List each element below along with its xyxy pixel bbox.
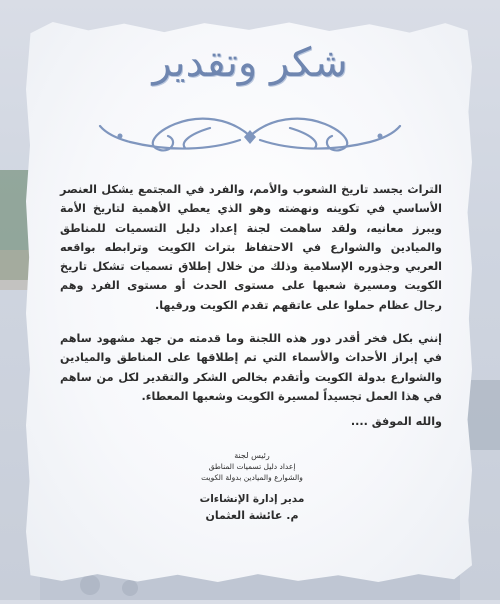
letter-body [60, 180, 442, 446]
signature-name: م. عائشة العثمان [205, 509, 299, 522]
paragraph-2: إنني بكل فخر أقدر دور هذه اللجنة وما قدمته من جهد مشهود ساهم في إبراز الأحداث والأسماء التي تم إطلاقها على المناطق والميادين والشوارع بدولة الكويت وأتقدم بخالص الشكر والتقدير لكل من ساهم في هذا العمل تجسيداً لمسيرة الكويت وشعبها المعطاء. [60, 332, 442, 403]
closing-line: والله الموفق .... [350, 415, 442, 429]
signature-position: مدير إدارة الإنشاءات [199, 493, 305, 505]
page-title: شكر وتقدير [152, 40, 348, 86]
paragraph-1: التراث يجسد تاريخ الشعوب والأمم، والفرد في المجتمع يشكل العنصر الأساسي في تكوينه ونهضته وهو الذي يعطي الأهمية لتاريخ الأمة ويبرز معانيه، ولقد ساهمت لجنة إعداد دليل التسميات للمناطق والميادين والشوارع في الاحتفاظ بتراث الكويت وترابطه بواقعه العربي وجذوره الإسلامية وذلك من خلال إطلاق تسميات تشكل تاريخ الكويت ومسيرة شعبها على مستوى الحدث أو مستوى الفرد وهم رجال عظام حملوا على عاتقهم تقدم الكويت ورقيها. [60, 183, 442, 312]
flourish-ornament [90, 106, 410, 166]
signature-committee-line-1: إعداد دليل تسميات المناطق [208, 462, 296, 471]
signature-role: رئيس لجنة [234, 451, 270, 460]
signature-block [182, 450, 322, 522]
signature-committee-line-2: والشوارع والميادين بدولة الكويت [201, 473, 303, 482]
